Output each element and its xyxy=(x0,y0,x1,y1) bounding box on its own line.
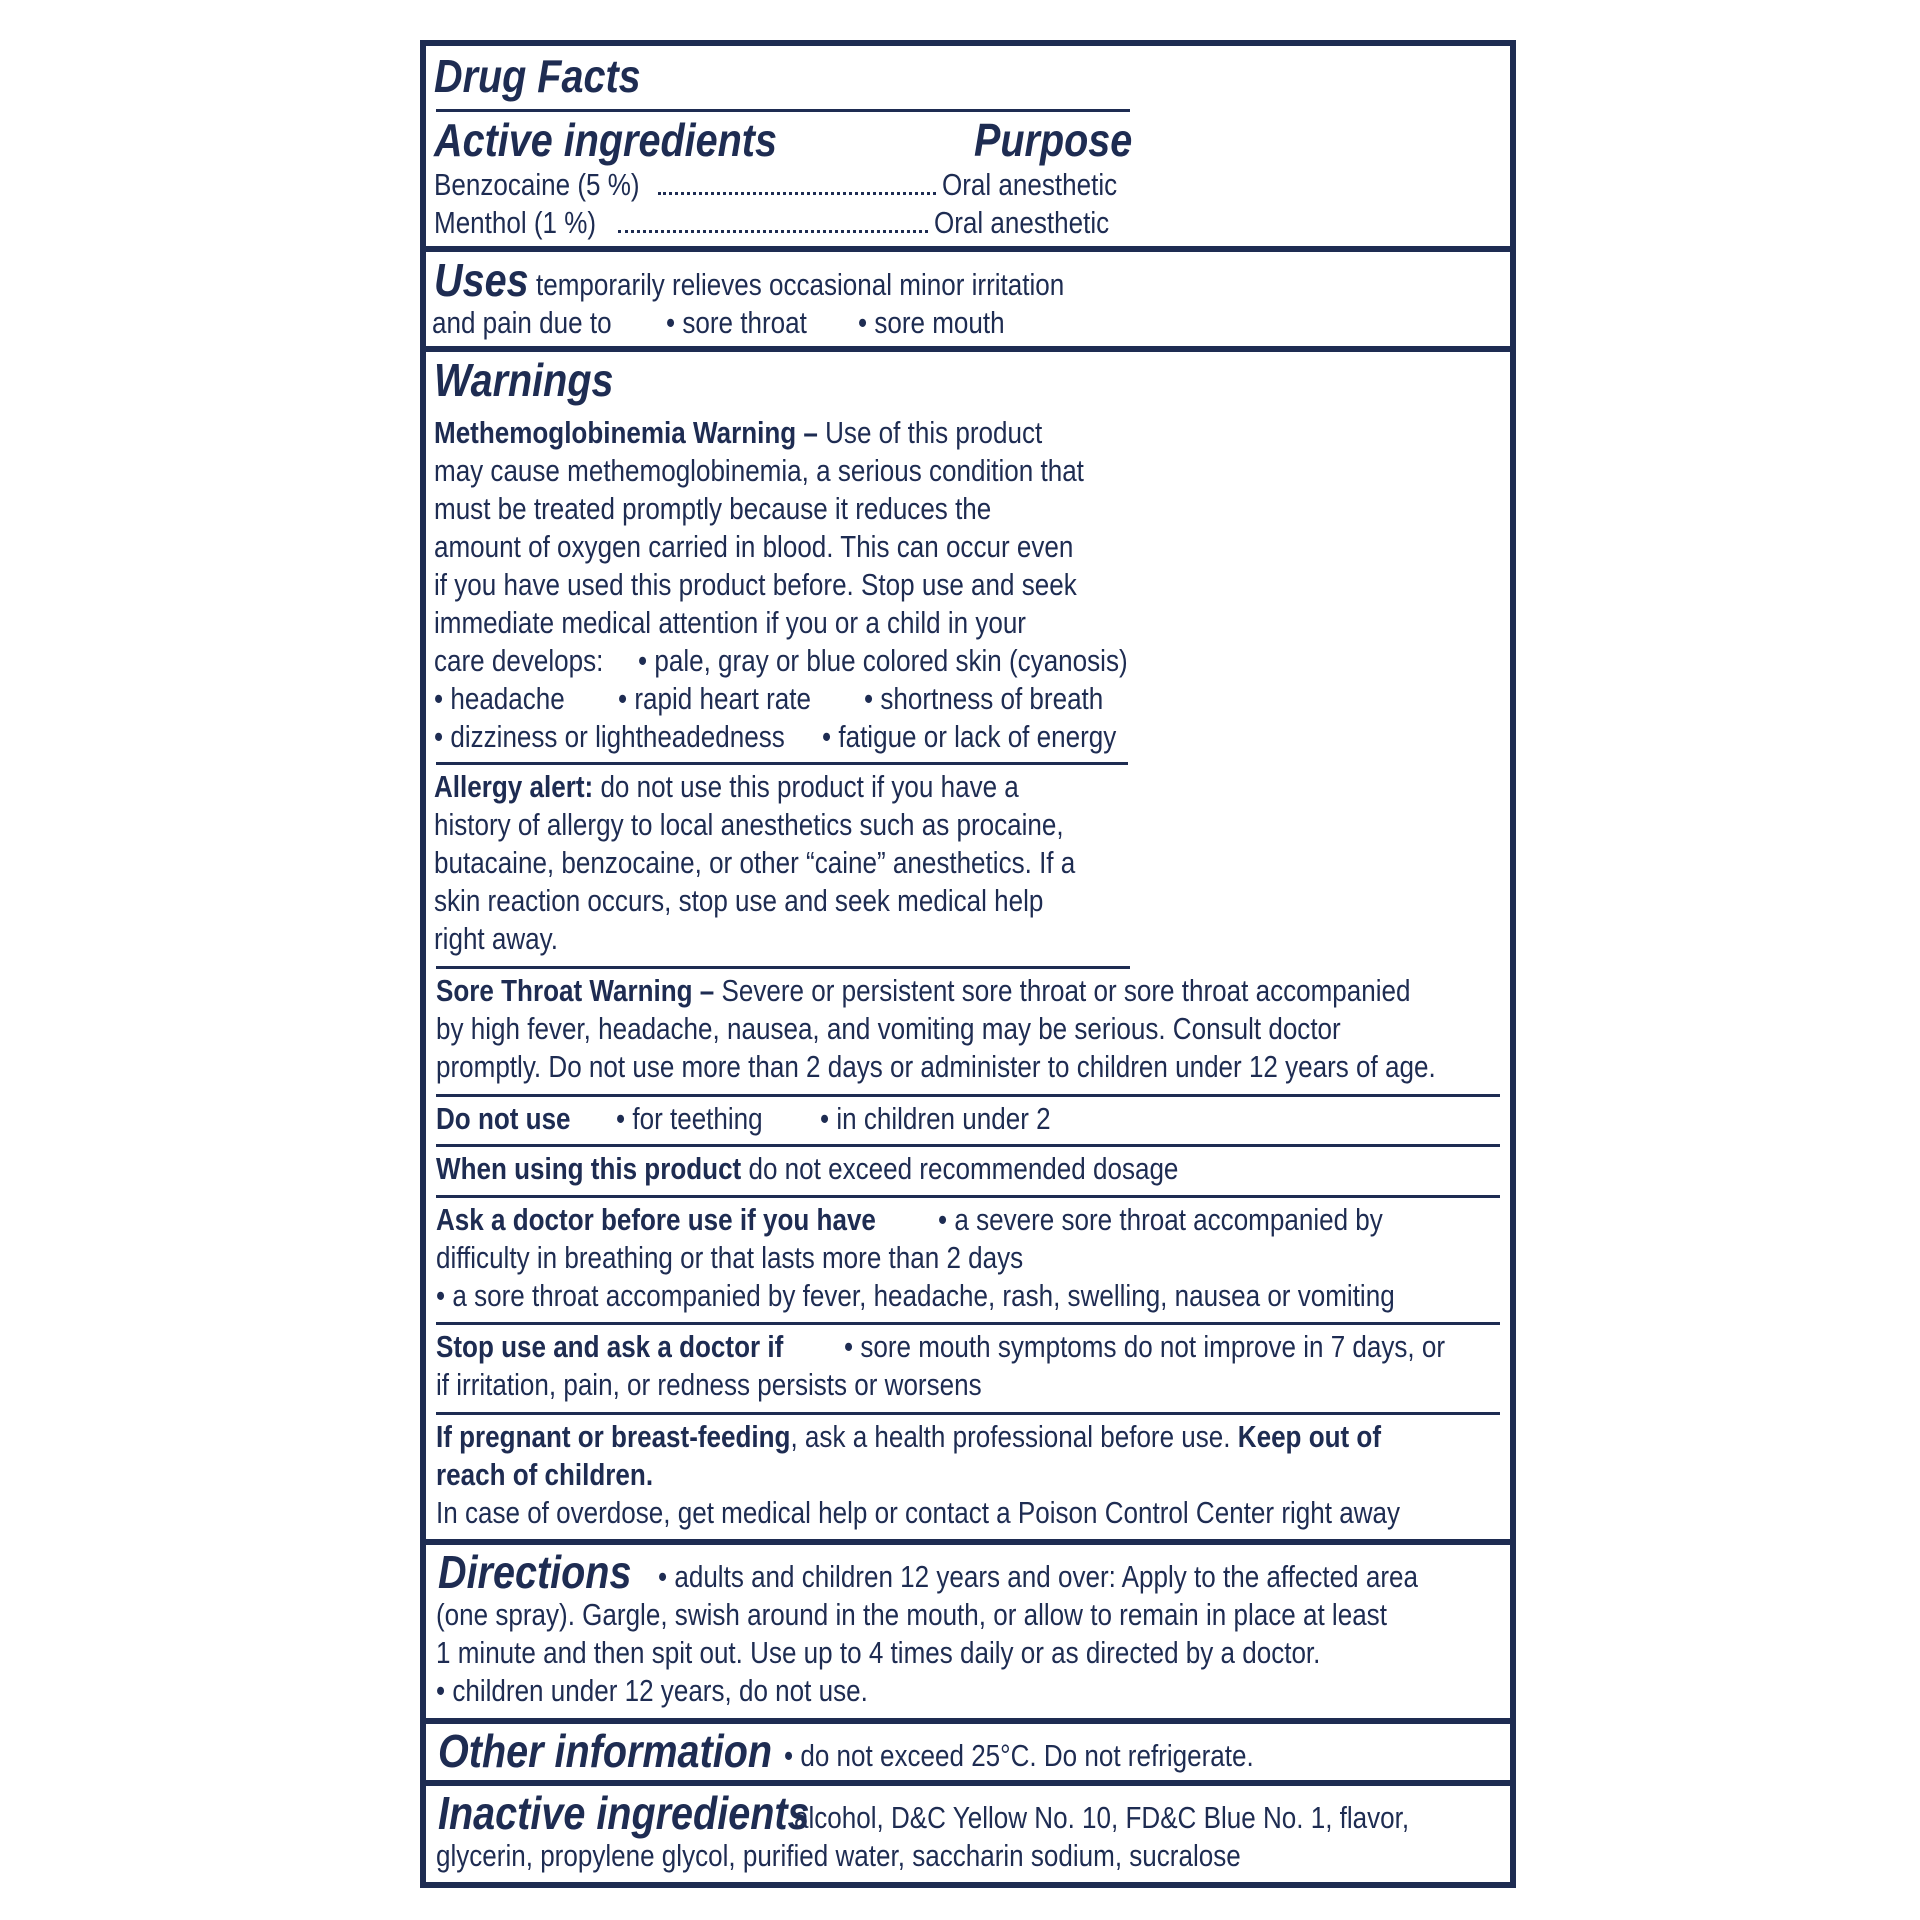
overdose-text: In case of overdose, get medical help or contact a Poison Control Center right away xyxy=(436,1495,1401,1530)
section-divider xyxy=(426,1780,1510,1786)
stop-use-label xyxy=(436,1328,783,1366)
directions-text: (one spray). Gargle, swish around in the mouth, or allow to remain in place at least xyxy=(436,1597,1387,1632)
do-not-use-item: • in children under 2 xyxy=(820,1101,1051,1136)
divider xyxy=(436,1144,1500,1147)
symptom-item: • shortness of breath xyxy=(864,681,1104,716)
pregnant-text: , ask a health professional before use. xyxy=(790,1419,1231,1454)
sore-throat-label: Sore Throat Warning – xyxy=(436,973,715,1008)
meth-warning-line xyxy=(434,414,1042,452)
sore-throat-text: Severe or persistent sore throat or sore throat accompanied xyxy=(721,973,1411,1008)
symptom-item: • pale, gray or blue colored skin (cyanosis) xyxy=(638,643,1128,678)
sore-throat-text: by high fever, headache, nausea, and vomiting may be serious. Consult doctor xyxy=(436,1011,1341,1046)
directions-text: • adults and children 12 years and over: Apply to the affected area xyxy=(658,1559,1418,1594)
keep-out-label: reach of children. xyxy=(436,1457,654,1492)
do-not-use-label-text: Do not use xyxy=(436,1101,571,1136)
divider xyxy=(436,966,1130,969)
divider xyxy=(436,1322,1500,1325)
meth-warning-text: may cause methemoglobinemia, a serious condition that xyxy=(434,453,1084,488)
ingredient-purpose: Oral anesthetic xyxy=(934,205,1110,240)
allergy-alert-line xyxy=(434,768,1019,806)
drug-facts-panel xyxy=(420,40,1516,1888)
uses-heading: Uses xyxy=(434,254,529,306)
leader-dots xyxy=(658,192,936,195)
section-divider xyxy=(426,1539,1510,1545)
section-divider xyxy=(426,246,1510,252)
uses-text: and pain due to xyxy=(432,305,612,340)
meth-warning-text: if you have used this product before. Stop use and seek xyxy=(434,567,1077,602)
ask-doctor-text: • a severe sore throat accompanied by xyxy=(938,1202,1383,1237)
divider xyxy=(436,1094,1500,1097)
other-information-heading: Other information xyxy=(438,1725,773,1777)
directions-text: • children under 12 years, do not use. xyxy=(436,1673,868,1708)
purpose-heading: Purpose xyxy=(974,114,1133,166)
divider xyxy=(436,1412,1500,1415)
stop-use-text: • sore mouth symptoms do not improve in 7 days, or xyxy=(844,1329,1446,1364)
uses-item: • sore throat xyxy=(666,305,807,340)
ask-doctor-text: difficulty in breathing or that lasts more than 2 days xyxy=(436,1240,1024,1275)
inactive-ingredients-text: glycerin, propylene glycol, purified water, saccharin sodium, sucralose xyxy=(436,1838,1241,1873)
meth-warning-text: amount of oxygen carried in blood. This can occur even xyxy=(434,529,1074,564)
ask-doctor-label-text: Ask a doctor before use if you have xyxy=(436,1202,876,1237)
sore-throat-line xyxy=(436,972,1410,1010)
directions-text: 1 minute and then spit out. Use up to 4 times daily or as directed by a doctor. xyxy=(436,1635,1321,1670)
pregnant-line xyxy=(436,1418,1381,1456)
keep-out-label: Keep out of xyxy=(1237,1419,1381,1454)
meth-warning-text: must be treated promptly because it reduces the xyxy=(434,491,992,526)
when-using-line xyxy=(436,1150,1178,1188)
meth-warning-text: Use of this product xyxy=(825,415,1043,450)
do-not-use-item: • for teething xyxy=(616,1101,763,1136)
sore-throat-text: promptly. Do not use more than 2 days or administer to children under 12 years of age. xyxy=(436,1049,1436,1084)
meth-warning-label: Methemoglobinemia Warning – xyxy=(434,415,818,450)
when-using-label: When using this product xyxy=(436,1151,742,1186)
symptom-item: • rapid heart rate xyxy=(618,681,811,716)
meth-warning-text: immediate medical attention if you or a child in your xyxy=(434,605,1026,640)
symptom-item: • dizziness or lightheadedness xyxy=(434,719,785,754)
allergy-alert-text: skin reaction occurs, stop use and seek medical help xyxy=(434,883,1044,918)
keep-out-line xyxy=(436,1456,653,1494)
allergy-alert-text: butacaine, benzocaine, or other “caine” anesthetics. If a xyxy=(434,845,1076,880)
stop-use-text: if irritation, pain, or redness persists or worsens xyxy=(436,1367,982,1402)
uses-item: • sore mouth xyxy=(858,305,1005,340)
stop-use-label-text: Stop use and ask a doctor if xyxy=(436,1329,784,1364)
inactive-ingredients-text: alcohol, D&C Yellow No. 10, FD&C Blue No. 1, flavor, xyxy=(794,1800,1410,1835)
ingredient-name: Menthol (1 %) xyxy=(434,205,597,240)
ingredient-name: Benzocaine (5 %) xyxy=(434,167,640,202)
meth-warning-text: care develops: xyxy=(434,643,604,678)
ask-doctor-label xyxy=(436,1201,876,1239)
section-divider xyxy=(426,346,1510,352)
uses-text: temporarily relieves occasional minor irritation xyxy=(536,267,1065,302)
pregnant-label: If pregnant or breast-feeding xyxy=(436,1419,791,1454)
symptom-item: • headache xyxy=(434,681,565,716)
divider xyxy=(436,762,1128,765)
directions-heading: Directions xyxy=(438,1546,632,1598)
do-not-use-label xyxy=(436,1100,571,1138)
allergy-alert-label: Allergy alert: xyxy=(434,769,594,804)
section-divider xyxy=(426,1718,1510,1724)
inactive-ingredients-heading: Inactive ingredients xyxy=(438,1787,810,1839)
divider xyxy=(436,109,1130,112)
other-information-text: • do not exceed 25°C. Do not refrigerate. xyxy=(784,1738,1254,1773)
divider xyxy=(436,1195,1500,1198)
allergy-alert-text: right away. xyxy=(434,921,558,956)
leader-dots xyxy=(618,230,928,233)
warnings-heading: Warnings xyxy=(434,354,614,406)
symptom-item: • fatigue or lack of energy xyxy=(822,719,1117,754)
allergy-alert-text: do not use this product if you have a xyxy=(600,769,1019,804)
allergy-alert-text: history of allergy to local anesthetics such as procaine, xyxy=(434,807,1064,842)
active-ingredients-heading: Active ingredients xyxy=(434,114,777,166)
when-using-text: do not exceed recommended dosage xyxy=(748,1151,1179,1186)
ask-doctor-text: • a sore throat accompanied by fever, headache, rash, swelling, nausea or vomiting xyxy=(436,1278,1395,1313)
ingredient-purpose: Oral anesthetic xyxy=(942,167,1118,202)
drug-facts-title: Drug Facts xyxy=(434,50,641,102)
